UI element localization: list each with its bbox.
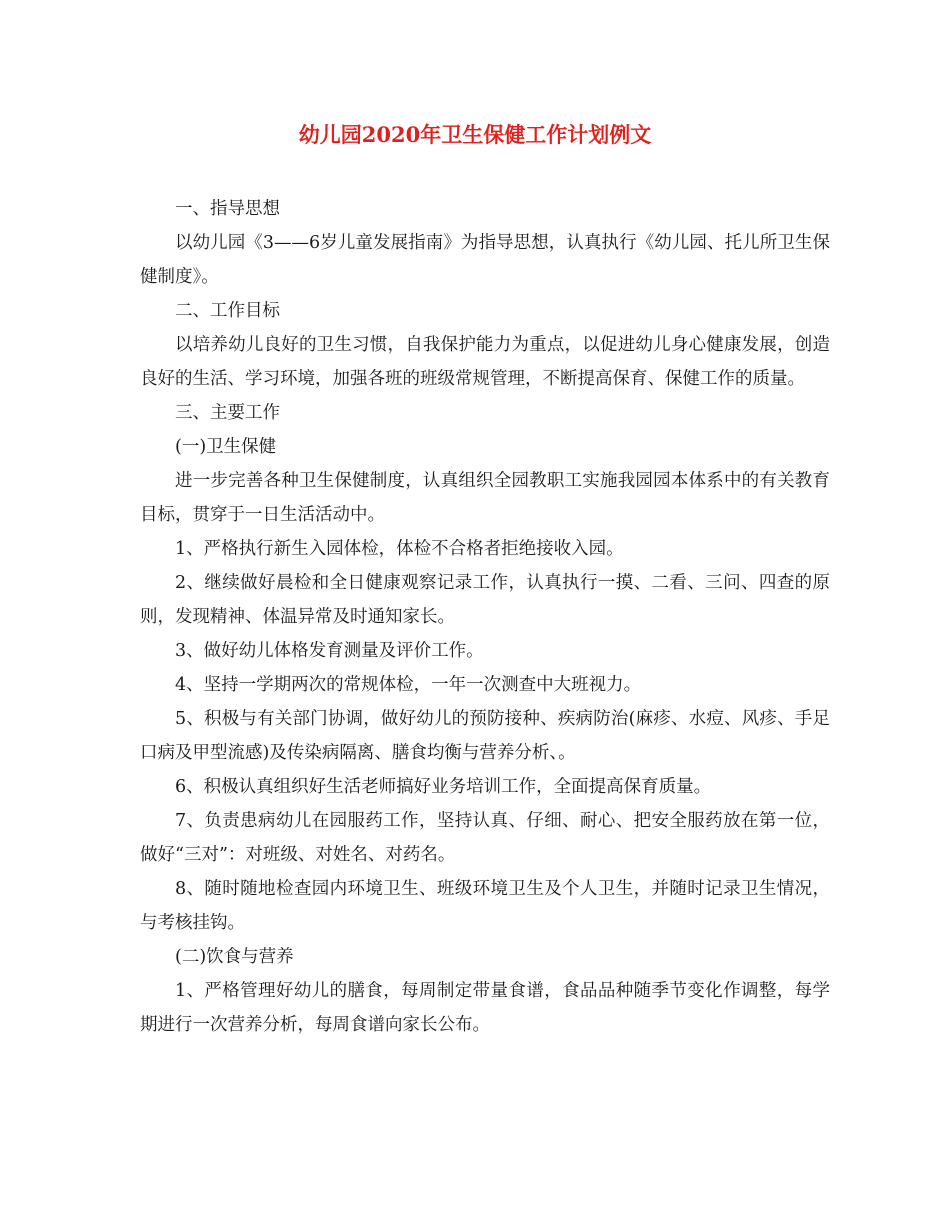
list-item: 1、严格管理好幼儿的膳食，每周制定带量食谱，食品品种随季节变化作调整，每学期进行一次营养分析，每周食谱向家长公布。 (140, 981, 830, 1035)
list-item: 1、严格执行新生入园体检，体检不合格者拒绝接收入园。 (175, 539, 624, 559)
list-item: 7、负责患病幼儿在园服药工作，坚持认真、仔细、耐心、把安全服药放在第一位，做好“三对”：对班级、对姓名、对药名。 (140, 811, 830, 865)
document-title: 幼儿园2020年卫生保健工作计划例文 (298, 122, 652, 147)
list-item: 8、随时随地检查园内环境卫生、班级环境卫生及个人卫生，并随时记录卫生情况，与考核挂钩。 (140, 879, 830, 933)
list-item: 6、积极认真组织好生活老师搞好业务培训工作，全面提高保育质量。 (175, 777, 712, 797)
list-item: 2、继续做好晨检和全日健康观察记录工作，认真执行一摸、二看、三问、四查的原则，发现精神、体温异常及时通知家长。 (140, 573, 830, 627)
section-heading: 三、主要工作 (175, 403, 280, 423)
subsection-heading: (二)饮食与营养 (175, 947, 294, 967)
list-item: 3、做好幼儿体格发育测量及评价工作。 (175, 641, 484, 661)
paragraph: 进一步完善各种卫生保健制度，认真组织全园教职工实施我园园本体系中的有关教育目标，贯穿于一日生活活动中。 (140, 471, 830, 525)
section-heading: 一、指导思想 (175, 199, 280, 219)
subsection-heading: (一)卫生保健 (175, 437, 277, 457)
paragraph: 以培养幼儿良好的卫生习惯，自我保护能力为重点，以促进幼儿身心健康发展，创造良好的生活、学习环境，加强各班的班级常规管理，不断提高保育、保健工作的质量。 (140, 335, 830, 389)
list-item: 5、积极与有关部门协调，做好幼儿的预防接种、疾病防治(麻疹、水痘、风疹、手足口病及甲型流感)及传染病隔离、膳食均衡与营养分析、。 (140, 709, 830, 763)
document-body (140, 192, 830, 1042)
section-heading: 二、工作目标 (175, 301, 280, 321)
paragraph: 以幼儿园《3——6岁儿童发展指南》为指导思想，认真执行《幼儿园、托儿所卫生保健制度》。 (140, 233, 830, 287)
list-item: 4、坚持一学期两次的常规体检，一年一次测查中大班视力。 (175, 675, 642, 695)
